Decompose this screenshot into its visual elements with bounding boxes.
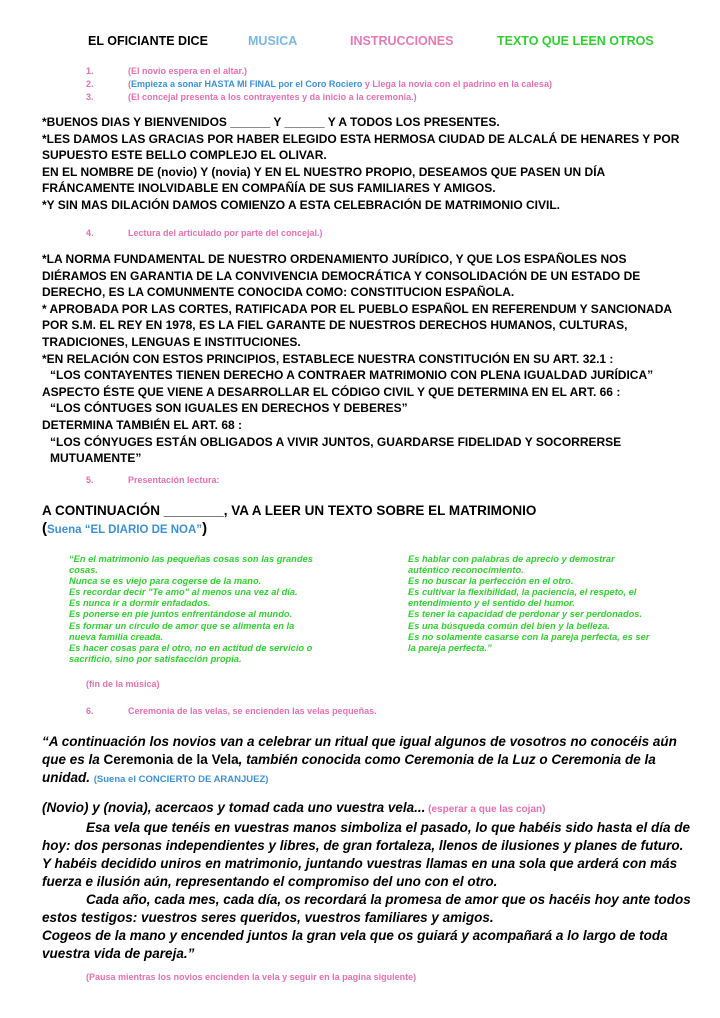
welcome-speech bbox=[42, 114, 692, 214]
reading-line: Es recordar decir "Te amo" al menos una vez al día. bbox=[69, 587, 298, 598]
reading-intro: A CONTINUACIÓN ________, VA A LEER UN TEXTO SOBRE EL MATRIMONIO bbox=[42, 503, 537, 518]
candle-ceremony-speech: (Novio) y (novia), acercaos y tomad cada uno vuestra vela... (esperar a que las cojan) Esa vela que tenéis en vuestras manos simboliza el pasado, lo que habéis sido hasta el día de hoy: dos personas independientes y libres, de gran fortaleza, llenos de ilusiones y planes de futuro. Y habéis decidido uniros en matrimonio, juntando vuestras llamas en una sola que arderá con más fuerza e ilusión aún, representando el compromiso del uno con el otro. Cada año, cada mes, cada día, os recordará la promesa de amor que os hacéis hoy ante todos estos testigos: vuestros seres queridos, vuestros familiares y amigos. Cogeos de la mano y encended juntos la gran vela que os guiará y acompañará a lo largo de toda vuestra vida de pareja.” bbox=[42, 800, 691, 961]
footer-instruction: (Pausa mientras los novios encienden la vela y seguir en la pagina siguiente) bbox=[86, 972, 417, 982]
instruction-note-1: 1. (El novio espera en el altar.) bbox=[86, 66, 248, 76]
color-legend bbox=[0, 34, 720, 50]
reading-text-right bbox=[408, 554, 653, 654]
speech-quote: “LOS CÓNYUGES ESTÁN OBLIGADOS A VIVIR JUNTOS, GUARDARSE FIDELIDAD Y SOCORRERSE MUTUAMENTE” bbox=[50, 434, 622, 466]
instruction-note-5: 5. Presentación lectura: bbox=[86, 475, 220, 485]
reading-line: Es ponerse en pie juntos enfrentándose al mundo. bbox=[69, 609, 293, 620]
reading-line: Es no solamente casarse con la pareja perfecta, es ser la pareja perfecta.” bbox=[408, 631, 650, 653]
reading-line: “En el matrimonio las pequeñas cosas son las grandes cosas. bbox=[69, 554, 313, 576]
speech-line: * APROBADA POR LAS CORTES, RATIFICADA POR EL PUEBLO ESPAÑOL EN REFERENDUM Y SANCIONADA POR S.M. EL REY EN 1978, ES LA FIEL GARANTE DE NUESTROS DERECHOS HUMANOS, CULTURAS, TRADICIONES, LENGUAS E INSTITUCIONES. bbox=[42, 301, 672, 349]
speech-line: DETERMINA TAMBIÉN EL ART. 68 : bbox=[42, 417, 243, 432]
speech-line: *BUENOS DIAS Y BIENVENIDOS ______ Y ______ Y A TODOS LOS PRESENTES. bbox=[42, 115, 500, 129]
instruction-note-3: 3. (El concejal presenta a los contrayentes y da inicio a la ceremonia.) bbox=[86, 92, 417, 102]
reading-line: Es cultivar la flexibilidad, la paciencia, el respeto, el entendimiento y el sentido del humor. bbox=[408, 587, 637, 609]
candle-ceremony-intro: “A continuación los novios van a celebrar un ritual que igual algunos de vosotros no conocéis aún que es la Ceremonia de la Vela, también conocida como Ceremonia de la Luz o Ceremonia de la unidad. (Suena el CONCIERTO DE ARANJUEZ) bbox=[42, 734, 677, 785]
speech-line: *Y SIN MAS DILACIÓN DAMOS COMIENZO A ESTA CELEBRACIÓN DE MATRIMONIO CIVIL. bbox=[42, 197, 561, 212]
speech-line: *LA NORMA FUNDAMENTAL DE NUESTRO ORDENAMIENTO JURÍDICO, Y QUE LOS ESPAÑOLES NOS DIÉRAMOS EN GARANTIA DE LA CONVIVENCIA DEMOCRÁTICA Y CONSOLIDACIÓN DE UN ESTADO DE DERECHO, ES LA COMUNMENTE CONOCIDA COMO: CONSTITUCION ESPAÑOLA. bbox=[42, 252, 641, 300]
reading-line: Es tener la capacidad de perdonar y ser perdonados. bbox=[408, 609, 643, 620]
legend-others-text: TEXTO QUE LEEN OTROS bbox=[497, 34, 654, 48]
constitution-speech bbox=[42, 251, 692, 467]
legend-instructions: INSTRUCCIONES bbox=[350, 34, 454, 48]
legend-officiant: EL OFICIANTE DICE bbox=[88, 34, 208, 48]
instruction-note-4: 4. Lectura del articulado por parte del concejal.) bbox=[86, 228, 323, 238]
speech-line: EN EL NOMBRE DE (novio) Y (novia) Y EN EL NUESTRO PROPIO, DESEAMOS QUE PASEN UN DÍA FRÁNCAMENTE INOLVIDABLE EN COMPAÑÍA DE SUS FAMILIARES Y AMIGOS. bbox=[42, 164, 605, 196]
music-cue: Empieza a sonar HASTA MI FINAL por el Coro Rociero bbox=[131, 79, 363, 89]
speech-quote: “LOS CÓNTUGES SON IGUALES EN DERECHOS Y DEBERES” bbox=[50, 401, 408, 416]
music-end-note: (fin de la música) bbox=[86, 679, 160, 689]
music-cue: (Suena el CONCIERTO DE ARANJUEZ) bbox=[93, 774, 269, 785]
speech-quote: “LOS CONTAYENTES TIENEN DERECHO A CONTRAER MATRIMONIO CON PLENA IGUALDAD JURÍDICA” bbox=[50, 368, 654, 383]
reading-line: Es hacer cosas para el otro, no en actitud de servicio o sacrificio, sino por satisfacción propia. bbox=[69, 642, 313, 664]
instruction-note-6: 6. Ceremonia de las velas, se encienden las velas pequeñas. bbox=[86, 706, 377, 716]
reading-music-cue: (Suena “EL DIARIO DE NOA”) bbox=[42, 520, 208, 537]
instruction-hint: (esperar a que las cojan) bbox=[425, 804, 546, 815]
reading-line: Nunca se es viejo para cogerse de la mano. bbox=[69, 576, 262, 587]
reading-line: Es hablar con palabras de aprecio y demostrar auténtico reconocimiento. bbox=[408, 554, 615, 576]
reading-line: Es una búsqueda común del bien y la belleza. bbox=[408, 620, 610, 631]
instruction-note-2: 2. (Empieza a sonar HASTA MI FINAL por el Coro Rociero y Llega la novia con el padrino en la calesa) bbox=[86, 79, 552, 89]
reading-text-left bbox=[69, 554, 319, 665]
reading-line: Es no buscar la perfección en el otro. bbox=[408, 576, 574, 587]
speech-line: *LES DAMOS LAS GRACIAS POR HABER ELEGIDO ESTA HERMOSA CIUDAD DE ALCALÁ DE HENARES Y POR SUPUESTO ESTE BELLO COMPLEJO EL OLIVAR. bbox=[42, 131, 680, 163]
speech-line: ASPECTO ÉSTE QUE VIENE A DESARROLLAR EL CÓDIGO CIVIL Y QUE DETERMINA EN EL ART. 66 : bbox=[42, 384, 621, 399]
reading-line: Es formar un círculo de amor que se alimenta en la nueva familia creada. bbox=[69, 620, 295, 642]
reading-line: Es nunca ir a dormir enfadados. bbox=[69, 598, 211, 609]
speech-line: *EN RELACIÓN CON ESTOS PRINCIPIOS, ESTABLECE NUESTRA CONSTITUCIÓN EN SU ART. 32.1 : bbox=[42, 351, 614, 366]
legend-music: MUSICA bbox=[248, 34, 298, 48]
